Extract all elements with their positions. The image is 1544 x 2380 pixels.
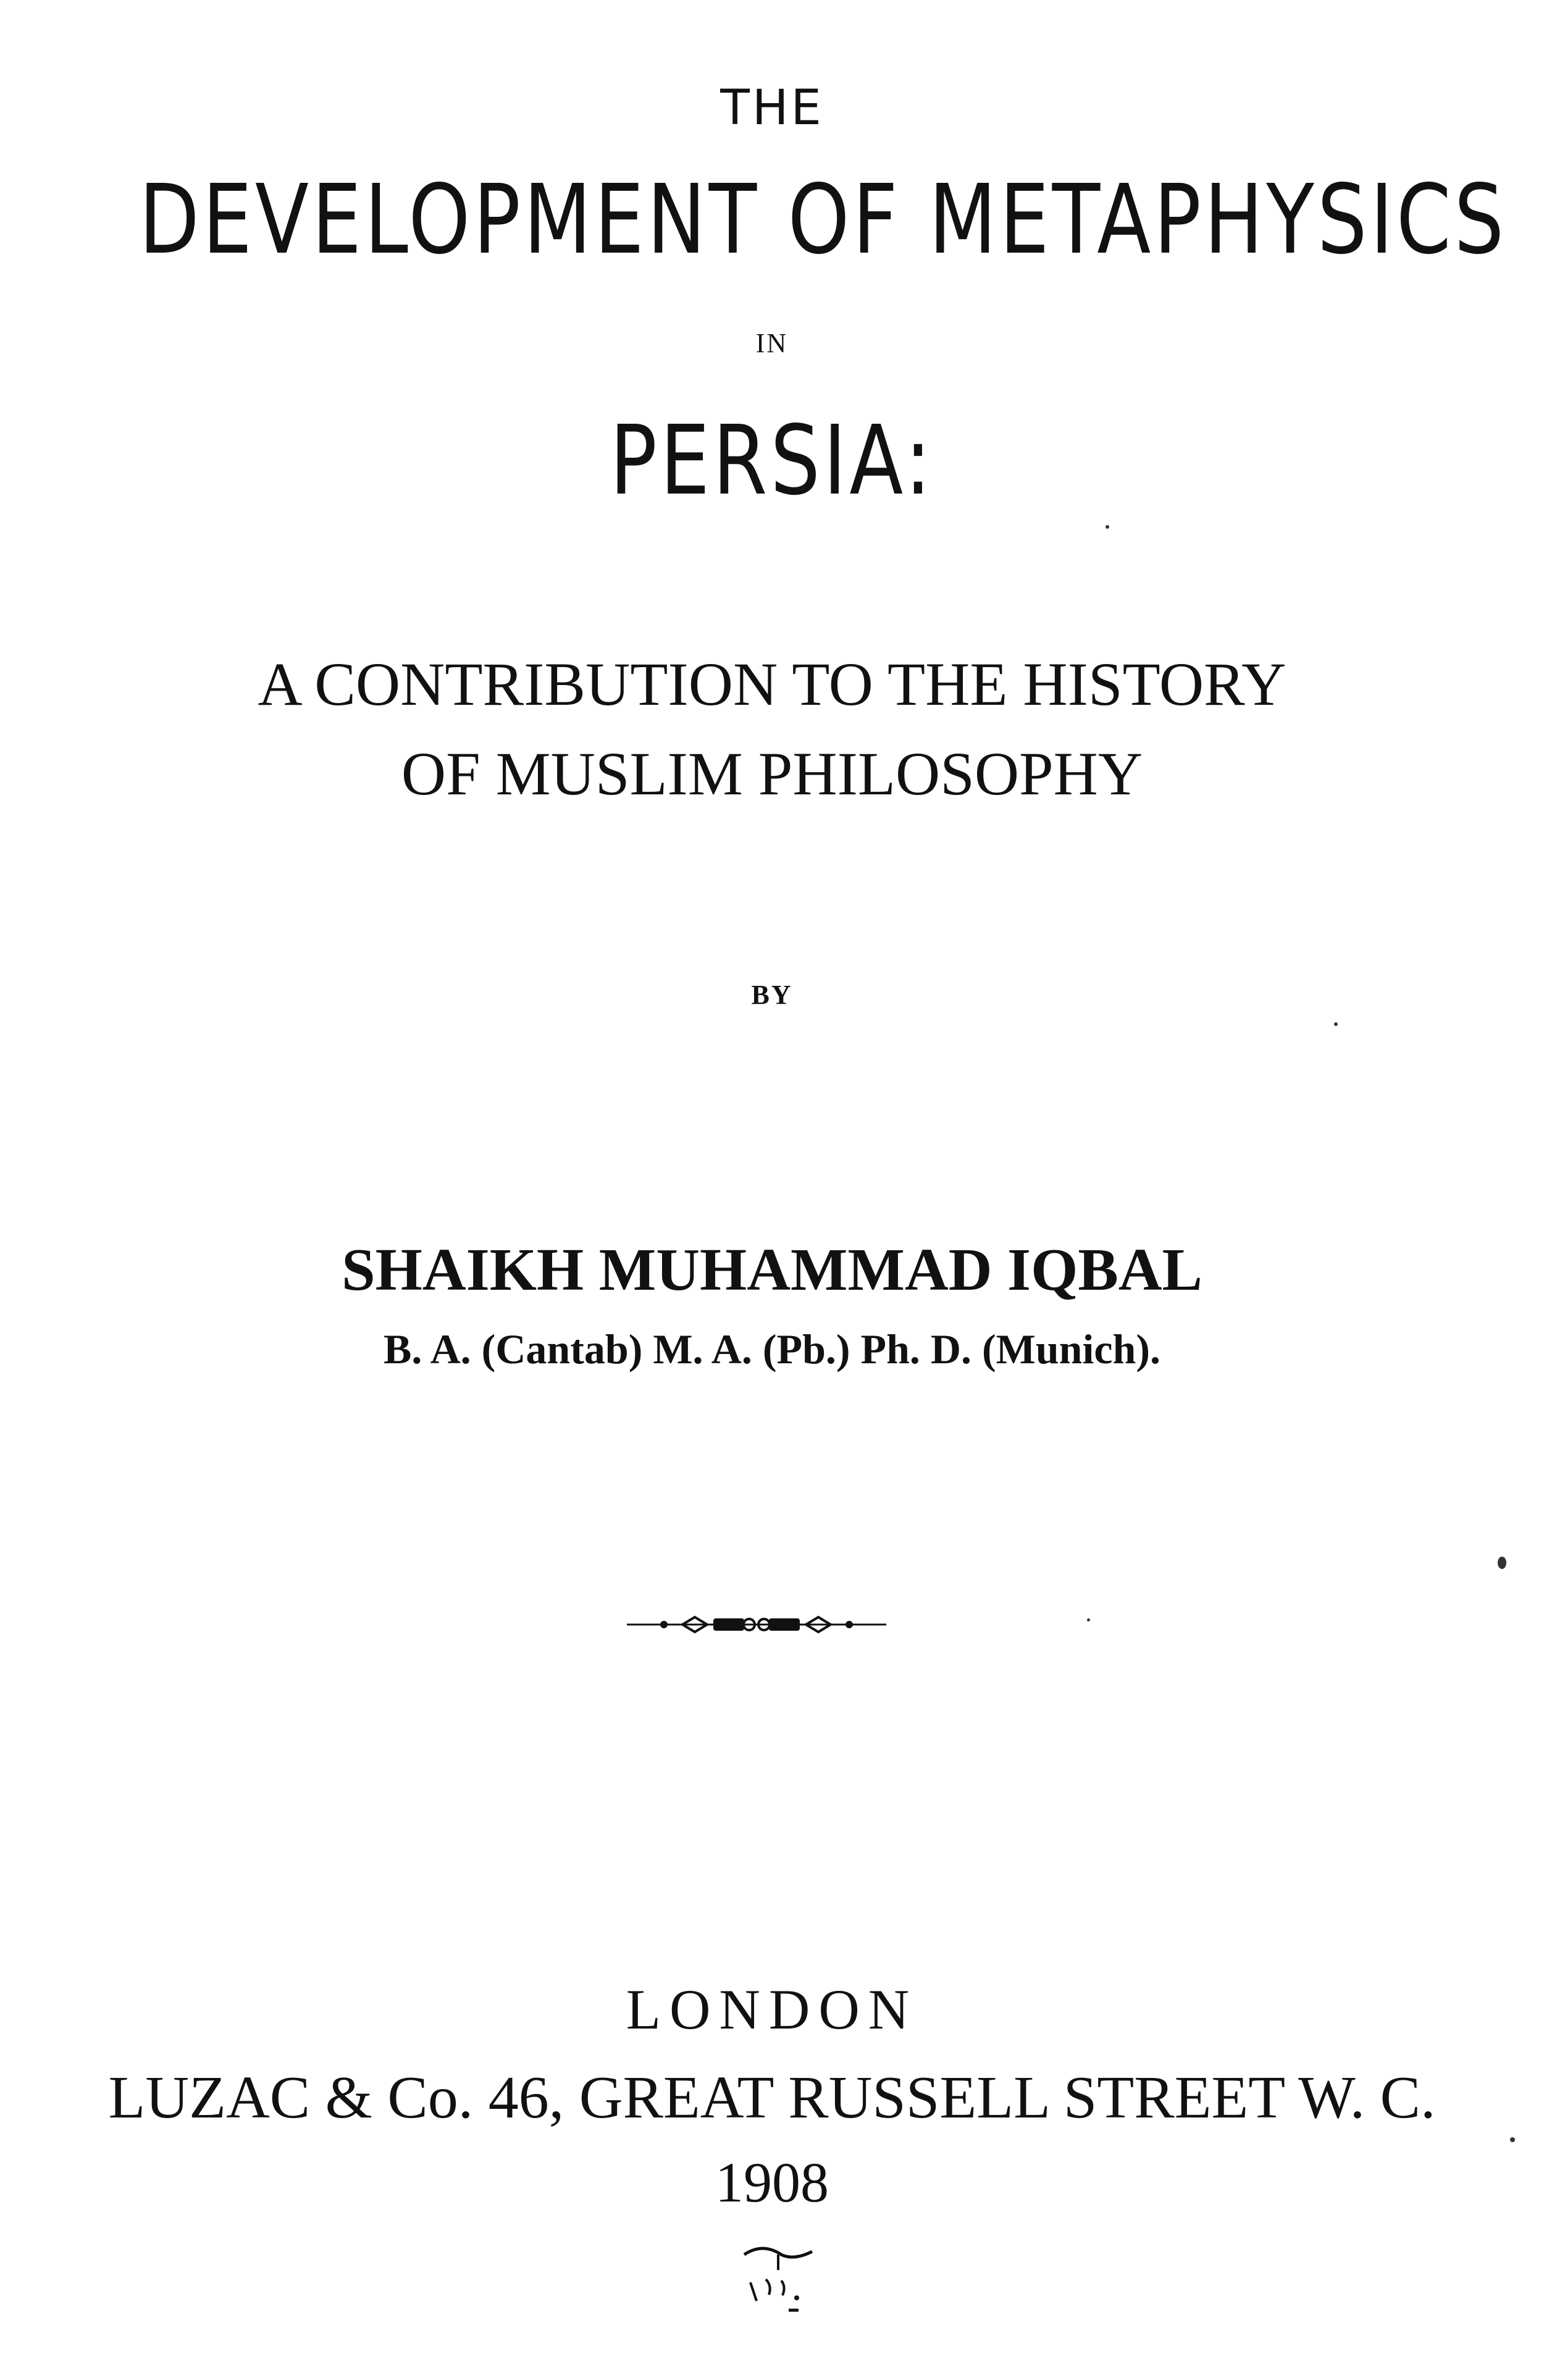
- publisher-line: LUZAC & Co. 46, GREAT RUSSELL STREET W. C.: [108, 2064, 1436, 2131]
- publication-year: 1908: [715, 2151, 829, 2214]
- print-speck: [1510, 2137, 1515, 2142]
- author-name: SHAIKH MUHAMMAD IQBAL: [342, 1237, 1202, 1303]
- print-speck: [1106, 525, 1109, 529]
- subtitle-line-2: OF MUSLIM PHILOSOPHY: [401, 739, 1143, 808]
- publication-city: LONDON: [626, 1978, 918, 2041]
- title-in: IN: [755, 328, 789, 358]
- library-stamp-icon: [720, 2236, 843, 2316]
- title-the: THE: [720, 80, 824, 136]
- main-title: DEVELOPMENT OF METAPHYSICS: [139, 164, 1508, 275]
- print-speck: [1498, 1557, 1506, 1569]
- author-degrees: B. A. (Cantab) M. A. (Pb.) Ph. D. (Munich).: [383, 1326, 1161, 1373]
- print-speck: [1334, 1022, 1338, 1026]
- subtitle-line-1: A CONTRIBUTION TO THE HISTORY: [258, 650, 1286, 718]
- title-place: PERSIA:: [610, 405, 934, 516]
- print-speck: [1087, 1618, 1090, 1621]
- by-label: BY: [751, 980, 793, 1010]
- ornament-divider-icon: [627, 1606, 886, 1643]
